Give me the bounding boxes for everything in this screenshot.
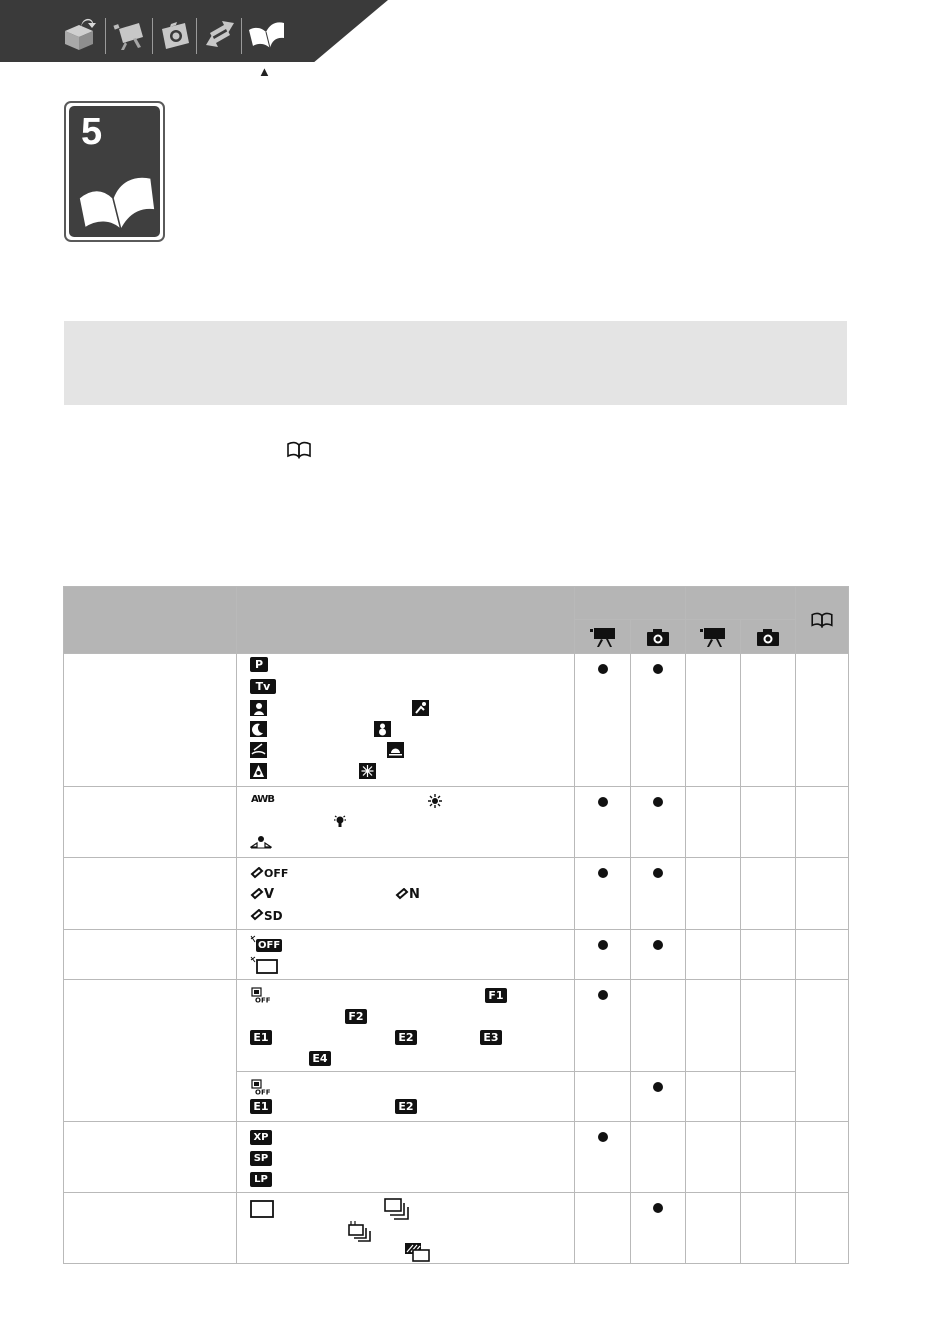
available-dot	[598, 868, 608, 878]
effect-e1-badge: E1	[250, 1030, 272, 1045]
available-dot	[653, 940, 663, 950]
tab-additional-information[interactable]	[245, 14, 287, 54]
header-mode-group-1	[575, 587, 686, 620]
chapter-nav-bar	[0, 0, 388, 62]
effect-e4-badge: E4	[309, 1051, 331, 1066]
table-row	[64, 930, 849, 980]
available-dot	[653, 1082, 663, 1092]
chapter-badge	[64, 101, 165, 242]
still-camera-icon	[157, 17, 193, 51]
chapter-number: 5	[81, 111, 103, 153]
table-row	[64, 1193, 849, 1264]
movie-camera-icon	[111, 17, 147, 51]
options-cell	[237, 930, 575, 980]
fader-f2-badge: F2	[345, 1009, 367, 1024]
header-setting-options	[237, 587, 575, 654]
available-dot	[598, 990, 608, 1000]
available-dot	[653, 868, 663, 878]
fireworks-icon	[359, 763, 376, 779]
header-mode-group-2	[686, 587, 796, 620]
open-book-icon	[77, 168, 157, 234]
table-row	[64, 858, 849, 930]
table-row	[64, 1122, 849, 1193]
book-icon	[810, 612, 834, 628]
beach-icon	[250, 742, 267, 758]
header-mode-still-2	[741, 620, 796, 654]
continuous-icon	[384, 1198, 410, 1220]
svg-text:OFF: OFF	[255, 1088, 271, 1095]
hs-continuous-icon	[348, 1220, 374, 1242]
still-camera-icon	[646, 627, 670, 647]
single-icon	[250, 1200, 274, 1218]
menu-item-cell	[64, 930, 237, 980]
mode-sp-badge: SP	[250, 1151, 272, 1166]
header-mode-still-1	[631, 620, 686, 654]
menu-item-cell	[64, 787, 237, 858]
neutral-icon: N	[395, 886, 420, 904]
box-package-icon	[61, 17, 97, 51]
tab-external-connections[interactable]	[199, 14, 241, 54]
page-reference-book-icon	[286, 441, 312, 459]
menu-item-cell	[64, 1122, 237, 1193]
menu-options-table	[63, 586, 849, 1264]
spotlight-icon	[250, 763, 267, 779]
still-camera-icon	[756, 627, 780, 647]
available-dot	[598, 797, 608, 807]
active-tab-pointer: ▲	[258, 64, 271, 79]
header-menu-item	[64, 587, 237, 654]
sports-icon	[412, 700, 429, 716]
header-mode-movie-1	[575, 620, 631, 654]
tungsten-icon	[332, 814, 348, 830]
table-row	[64, 980, 849, 1072]
bracketing-icon	[404, 1242, 430, 1262]
effect-e1-badge: E1	[250, 1099, 272, 1114]
options-cell	[237, 787, 575, 858]
snow-icon	[374, 721, 391, 737]
available-dot	[598, 940, 608, 950]
night-icon	[250, 721, 267, 737]
tab-photos[interactable]	[154, 14, 196, 54]
tab-introduction[interactable]	[58, 14, 100, 54]
section-banner	[64, 321, 847, 405]
svg-text:OFF: OFF	[255, 996, 271, 1003]
available-dot	[598, 1132, 608, 1142]
book-icon	[246, 16, 286, 52]
menu-item-cell	[64, 858, 237, 930]
tab-video[interactable]	[108, 14, 150, 54]
options-cell	[237, 980, 575, 1072]
options-cell	[237, 654, 575, 787]
daylight-icon	[427, 793, 443, 809]
fade-off-icon	[251, 1079, 273, 1095]
portrait-icon	[250, 700, 267, 716]
available-dot	[598, 664, 608, 674]
program-tv-badge: Tv	[250, 679, 276, 694]
sunset-icon	[387, 742, 404, 758]
movie-camera-icon	[699, 626, 727, 648]
vivid-icon: V	[250, 886, 274, 904]
effect-off-icon: OFF	[250, 865, 288, 883]
options-cell	[237, 1193, 575, 1264]
available-dot	[653, 797, 663, 807]
table-row	[64, 787, 849, 858]
soft-skin-icon: SD	[250, 907, 283, 925]
menu-item-cell	[64, 654, 237, 787]
fader-f1-badge: F1	[485, 988, 507, 1003]
movie-camera-icon	[589, 626, 617, 648]
effect-e2-badge: E2	[395, 1030, 417, 1045]
awb-label: AWB	[251, 794, 274, 805]
menu-item-cell	[64, 980, 237, 1122]
options-cell	[237, 1122, 575, 1193]
available-dot	[653, 664, 663, 674]
header-mode-movie-2	[686, 620, 741, 654]
custom-wb-icon	[250, 835, 272, 849]
light-off-icon: OFF	[250, 935, 282, 953]
mode-xp-badge: XP	[250, 1130, 272, 1145]
menu-item-cell	[64, 1193, 237, 1264]
header-page-reference	[796, 587, 849, 654]
fade-off-icon	[251, 987, 273, 1003]
effect-e2-badge: E2	[395, 1099, 417, 1114]
table-row	[64, 654, 849, 787]
program-p-badge: P	[250, 657, 268, 672]
flash-frame-icon	[250, 956, 280, 974]
options-cell	[237, 858, 575, 930]
effect-e3-badge: E3	[480, 1030, 502, 1045]
options-cell	[237, 1072, 575, 1122]
available-dot	[653, 1203, 663, 1213]
mode-lp-badge: LP	[250, 1172, 272, 1187]
transfer-arrows-icon	[202, 17, 238, 51]
